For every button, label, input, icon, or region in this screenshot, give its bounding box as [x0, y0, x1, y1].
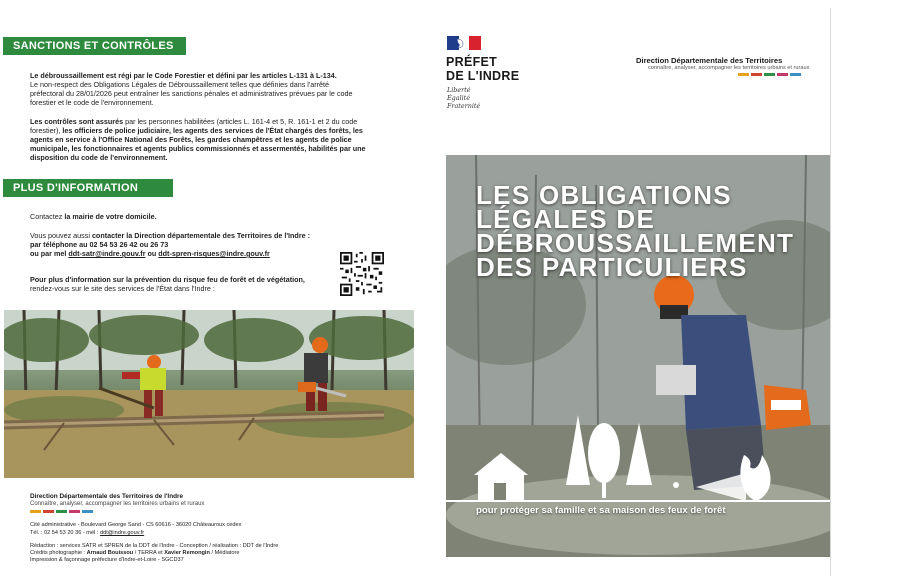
footer-credit-1: Rédaction : services SATR et SPREN de la DDT de l'Indre - Conception / réalisation : DDT de l'Indre [30, 543, 279, 549]
email-link-spren[interactable]: ddt-spren-risques@indre.gouv.fr [158, 249, 270, 258]
contact-line: Contactez la mairie de votre domicile. [30, 212, 157, 221]
devise-liberte: Liberté [447, 86, 471, 94]
ddt-bar-red [751, 73, 762, 76]
sanctions-paragraph-1: Le débroussaillement est régi par le Code Forestier et défini par les articles L-131 à L-134. Le non-respect des Obligations Légales de Débroussaillement telles que définies dans l'arrêté préfectoral du 28/01/2026 peut entraîner les sanctions pénales et administratives prévues par le code forestier et le code de l'environnement. [30, 71, 353, 107]
email-link-satr[interactable]: ddt-satr@indre.gouv.fr [68, 249, 146, 258]
cover-slogan: pour protéger sa famille et sa maison des feux de forêt [476, 505, 726, 516]
prefet-title: PRÉFET DE L'INDRE [446, 55, 520, 83]
devise-fraternite: Fraternité [447, 102, 481, 110]
footer-color-bar [30, 510, 93, 513]
ddt-subtitle: connaître, analyser, accompagner les territoires urbains et ruraux [648, 65, 810, 71]
cover-title: LES OBLIGATIONS LÉGALES DE DÉBROUSSAILLEMENT DES PARTICULIERS [476, 180, 795, 282]
ddt-contact-block: Vous pouvez aussi contacter la Direction départementale des Territoires de l'Indre : par téléphone au 02 54 53 26 42 ou 26 73 ou par mel ddt-satr@indre.gouv.fr ou ddt-spren-risques@indre.gouv.fr [30, 231, 311, 258]
devise-egalite: Égalité [447, 94, 471, 102]
phone-line: par téléphone au 02 54 53 26 42 ou 26 73 [30, 240, 169, 249]
sanctions-header: SANCTIONS ET CONTRÔLES [3, 37, 186, 55]
qr-code-icon[interactable] [340, 252, 384, 296]
bar-yellow [30, 510, 41, 513]
workers-clearing-photo [4, 310, 414, 478]
ddt-bar-green [764, 73, 775, 76]
bar-pink [69, 510, 80, 513]
footer-email-link[interactable]: ddt@indre.gouv.fr [99, 530, 145, 536]
bar-blue [82, 510, 93, 513]
bar-red [43, 510, 54, 513]
ddt-bar-pink [777, 73, 788, 76]
footer-tagline: Connaître, analyser, accompagner les territoires urbains et ruraux [30, 501, 205, 507]
footer-org: Direction Départementale des Territoires de l'Indre [30, 493, 184, 500]
info-header: PLUS D'INFORMATION [3, 179, 173, 197]
web-info-block: Pour plus d'information sur la prévention du risque feu de forêt et de végétation, rendez-vous sur le site des services de l'État dans l'Indre : [30, 275, 305, 293]
sanctions-p1-bold: Le débroussaillement est régi par le Code Forestier et défini par les articles L-131 à L-134. [30, 71, 337, 80]
ddt-bar-blue [790, 73, 801, 76]
footer-tel: Tél. : 02 54 53 20 36 - mél : ddt@indre.gouv.fr [30, 530, 145, 536]
bar-green [56, 510, 67, 513]
ddt-title: Direction Départementale des Territoires [636, 56, 783, 65]
ddt-color-bar [738, 73, 801, 76]
page-edge-divider [830, 8, 831, 576]
footer-credit-3: Impression & façonnage préfecture d'Indre-et-Loire - SGCD37 [30, 557, 184, 563]
sanctions-paragraph-2: Les contrôles sont assurés par les personnes habilitées (articles L. 161-4 et 5, R. 161-1 et 2 du code forestier), les officiers de police judiciaire, les agents des services de l'État chargés des forêts, les agents en service à l'Office National des Forêts, les gardes champêtres et les agents de police municipale, les fonctionnaires et agents publics commissionnés et assermentés, habilités par une disposition du code de l'environnement. [30, 117, 366, 162]
footer-credit-2: Crédits photographie : Arnaud Bouissou / TERRA et Xavier Remongin / Médiatore [30, 550, 240, 556]
ddt-bar-yellow [738, 73, 749, 76]
footer-address: Cité administrative - Boulevard George Sand - CS 60616 - 36020 Châteauroux cedex [30, 522, 242, 528]
marianne-flag-icon [447, 36, 481, 50]
